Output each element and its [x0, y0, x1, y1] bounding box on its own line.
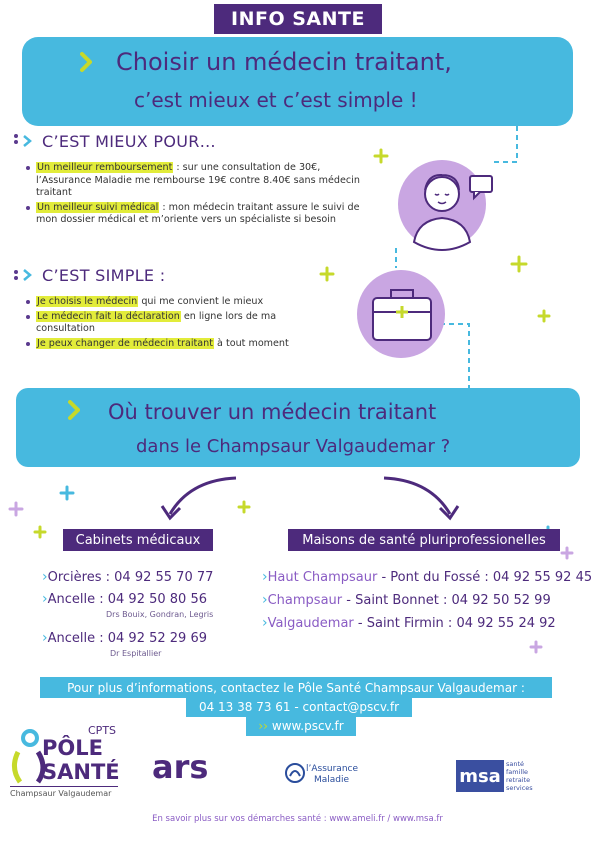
highlight-text: Je peux changer de médecin traitant [37, 337, 213, 349]
maison-phone: : 04 92 50 52 99 [438, 593, 551, 608]
cabinet-entry [42, 588, 207, 607]
sante-text: SANTÉ [42, 760, 120, 784]
list-item [26, 202, 361, 227]
list-item [26, 311, 326, 336]
website-text: www.pscv.fr [271, 719, 344, 733]
msa-text4: services [506, 784, 533, 792]
list-item [26, 162, 361, 200]
chevron-right-icon [68, 400, 80, 420]
chevron-right-icon [22, 134, 32, 148]
msa-text2: famille [506, 768, 529, 776]
item-text: qui me convient le mieux [138, 296, 264, 307]
contact-website-link[interactable] [246, 716, 356, 736]
simple-list [26, 296, 326, 352]
list-item [26, 296, 326, 309]
cabinet-phone: : 04 92 50 80 56 [95, 592, 207, 607]
item-text: : mon médecin traitant assure le suivi de mon dossier médical et m’oriente vers un spécialiste si besoin [36, 201, 360, 226]
chevron-icon: › [42, 591, 48, 607]
chevron-icon: › [262, 592, 268, 608]
contact-line1: Pour plus d’informations, contactez le Pôle Santé Champsaur Valgaudemar : [40, 677, 552, 698]
where-line2: dans le Champsaur Valgaudemar ? [136, 436, 451, 457]
cabinet-place: Ancelle [47, 631, 96, 646]
cabinet-place: Ancelle [47, 592, 96, 607]
maisons-title: Maisons de santé pluriprofessionelles [288, 529, 560, 551]
cabinet-entry [42, 566, 213, 585]
arrows [150, 470, 470, 526]
chevron-icon: › [262, 569, 268, 585]
maison-town: - Saint Firmin [353, 616, 444, 631]
maison-town: - Pont du Fossé [377, 570, 481, 585]
maison-phone: : 04 92 55 24 92 [443, 616, 556, 631]
msa-tagline [506, 760, 533, 792]
chevron-icon: › [42, 569, 48, 585]
ameli-text1: l’Assurance [306, 764, 359, 774]
cabinets-title: Cabinets médicaux [63, 529, 213, 551]
msa-text3: retraite [506, 776, 531, 784]
pole-text: PÔLE [42, 736, 103, 760]
highlight-text: Le médecin fait la déclaration [37, 310, 180, 322]
ars-logo: ars [152, 748, 209, 786]
cpts-pole-sante-logo [8, 724, 120, 800]
item-text: à tout moment [213, 337, 289, 349]
cabinet-place: Orcières [47, 570, 102, 585]
doctor-icon [398, 156, 496, 252]
contact-line2[interactable]: 04 13 38 73 61 - contact@pscv.fr [186, 697, 412, 717]
cpts-text: CPTS [88, 724, 117, 737]
maison-entry [262, 612, 556, 631]
list-item [26, 338, 326, 351]
title-line2: c’est mieux et c’est simple ! [134, 88, 418, 112]
highlight-text: Je choisis le médecin [37, 296, 138, 307]
divider [10, 786, 118, 787]
cabinet-phone: : 04 92 55 70 77 [101, 570, 214, 585]
cabinet-entry [42, 627, 207, 646]
ameli-text2: Maladie [314, 775, 350, 785]
maison-town: - Saint Bonnet [342, 593, 439, 608]
cabinet-note: Dr Espitallier [110, 649, 162, 658]
chevron-icon: ›› [258, 719, 268, 733]
chevron-icon: › [42, 630, 48, 646]
msa-logo: msa [456, 760, 504, 792]
highlight-text: Un meilleur remboursement [37, 162, 173, 173]
maison-entry [262, 589, 551, 608]
chevron-icon: › [262, 615, 268, 631]
medical-bag-icon [355, 268, 451, 360]
msa-text1: santé [506, 760, 525, 768]
footer-text: En savoir plus sur vos démarches santé : www.ameli.fr / www.msa.fr [152, 814, 443, 824]
simple-title: C’EST SIMPLE : [42, 266, 166, 285]
cabinet-note: Drs Bouix, Gondran, Legris [106, 610, 214, 619]
maison-phone: : 04 92 55 92 45 [480, 570, 593, 585]
item-text: en ligne lors de ma consultation [36, 310, 277, 335]
maison-area: Valgaudemar [267, 616, 354, 631]
mieux-title: C’EST MIEUX POUR… [42, 132, 216, 151]
cabinet-phone: : 04 92 52 29 69 [95, 631, 207, 646]
maison-area: Champsaur [267, 593, 343, 608]
assurance-maladie-icon [284, 762, 306, 784]
highlight-text: Un meilleur suivi médical [37, 201, 159, 213]
chevron-right-icon [22, 268, 32, 282]
mieux-list [26, 162, 361, 229]
item-text: : sur une consultation de 30€, l’Assurance Maladie me rembourse 19€ contre 8.40€ sans médecin traitant [36, 162, 360, 199]
cpts-sub-text: Champsaur Valgaudemar [10, 789, 112, 798]
maison-entry [262, 566, 592, 585]
info-sante-badge: INFO SANTE [214, 4, 382, 34]
where-line1: Où trouver un médecin traitant [108, 400, 437, 424]
title-line1: Choisir un médecin traitant, [116, 48, 452, 76]
maison-area: Haut Champsaur [267, 570, 378, 585]
